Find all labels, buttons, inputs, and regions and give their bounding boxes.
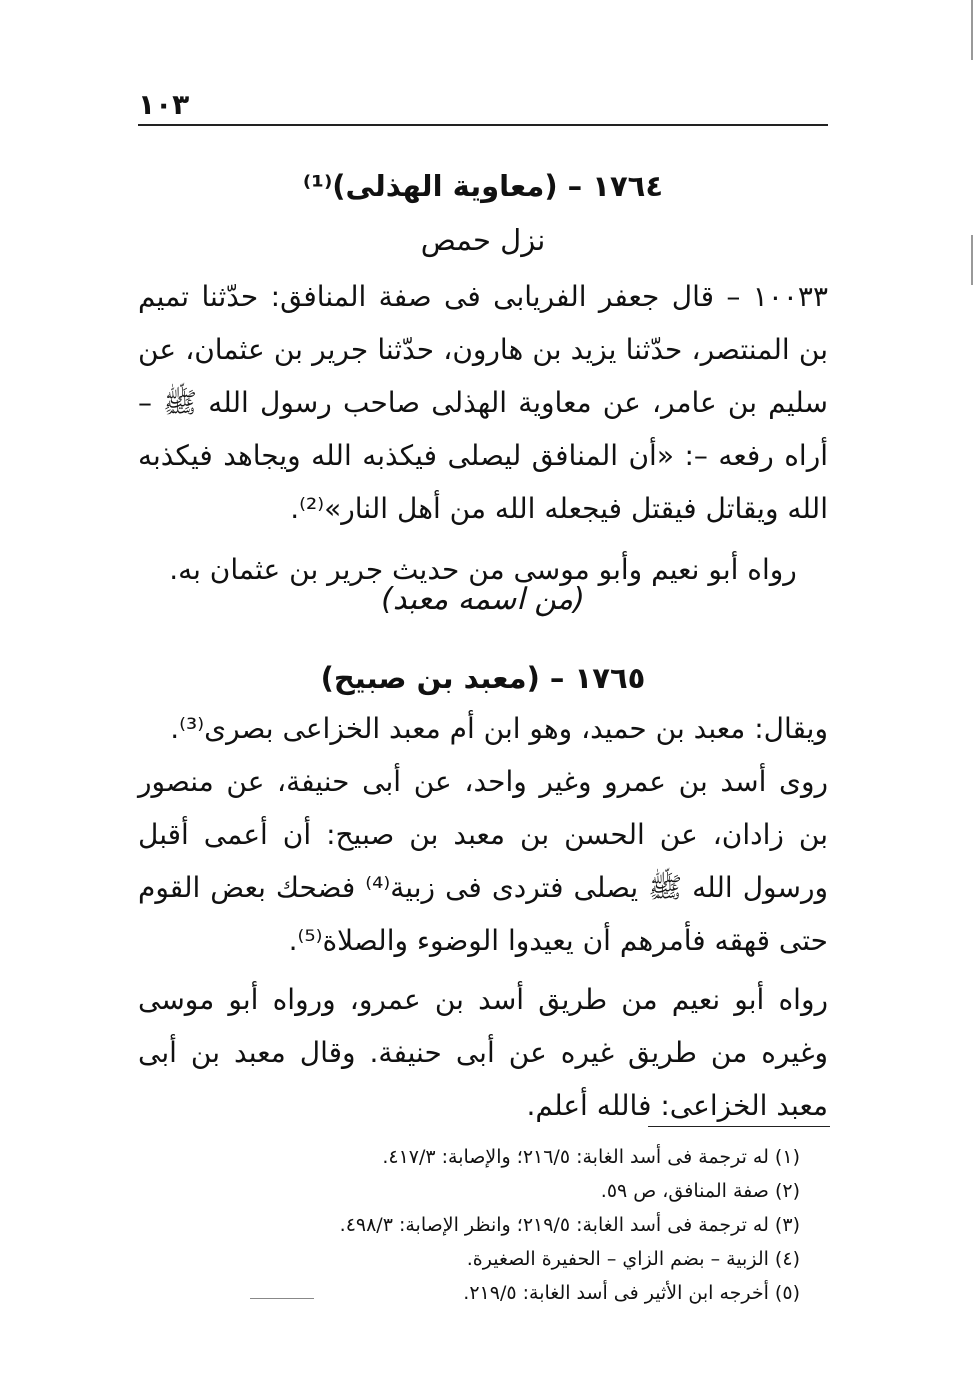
footnote: (١) له ترجمة فى أسد الغابة: ٢١٦/٥؛ والإصابة: ٤١٧/٣. <box>382 1146 800 1168</box>
narration-line: رواه أبو نعيم وأبو موسى من حديث جرير بن عثمان به. <box>169 553 797 586</box>
footnote: (٤) الزبية – بضم الزاي – الحفيرة الصغيرة. <box>466 1248 800 1270</box>
scan-edge-mark <box>971 235 973 285</box>
alias-paragraph: ويقال: معبد بن حميد، وهو ابن أم معبد الخزاعى بصرى⁽³⁾. <box>170 712 828 745</box>
footnote: (٣) له ترجمة فى أسد الغابة: ٢١٩/٥؛ وانظر الإصابة: ٤٩٨/٣. <box>339 1214 800 1236</box>
entry-heading-1764: ١٧٦٤ – (معاوية الهذلى)⁽¹⁾ <box>302 169 664 203</box>
page-number: ١٠٣ <box>138 88 190 121</box>
scan-edge-mark <box>971 0 973 60</box>
footnote: (٢) صفة المنافق، ص ٥٩. <box>600 1180 800 1202</box>
narration-paragraph: رواه أبو نعيم من طريق أسد بن عمرو، ورواه أبو موسى وغيره من طريق غيره عن أبى حنيفة. وقال معبد بن أبى معبد الخزاعى: فالله أعلم. <box>138 983 828 1122</box>
footnote-separator <box>648 1126 830 1127</box>
entry-1764-body <box>138 270 828 596</box>
hadith-paragraph: روى أسد بن عمرو وغير واحد، عن أبى حنيفة، عن منصور بن زادان، عن الحسن بن معبد بن صبيح: أن أعمى أقبل ورسول الله ﷺ يصلى فتردى فى زبية⁽⁴⁾ فضحك بعض القوم حتى قهقه فأمرهم أن يعيدوا الوضوء والصلاة⁽⁵⁾. <box>138 765 829 957</box>
entry-subheading: نزل حمص <box>420 223 546 257</box>
handwritten-note: (من اسمه معبد) <box>381 582 585 617</box>
stray-pen-mark <box>250 1298 314 1299</box>
hadith-paragraph: ١٠٠٣٣ – قال جعفر الفريابى فى صفة المنافق: حدّثنا تميم بن المنتصر، حدّثنا يزيد بن هارون، حدّثنا جرير بن عثمان، عن سليم بن عامر، عن معاوية الهذلى صاحب رسول الله ﷺ – أراه رفعه –: «أن المنافق ليصلى فيكذبه الله ويجاهد فيكذبه الله ويقاتل فيقتل فيجعله الله من أهل النار»⁽²⁾. <box>138 280 828 525</box>
entry-heading-1765: ١٧٦٥ – (معبد بن صبيح) <box>320 661 646 695</box>
footnote: (٥) أخرجه ابن الأثير فى أسد الغابة: ٢١٩/٥. <box>463 1282 800 1304</box>
footnotes <box>230 1140 800 1310</box>
header-rule <box>138 124 828 126</box>
entry-1765-body <box>138 702 828 1132</box>
